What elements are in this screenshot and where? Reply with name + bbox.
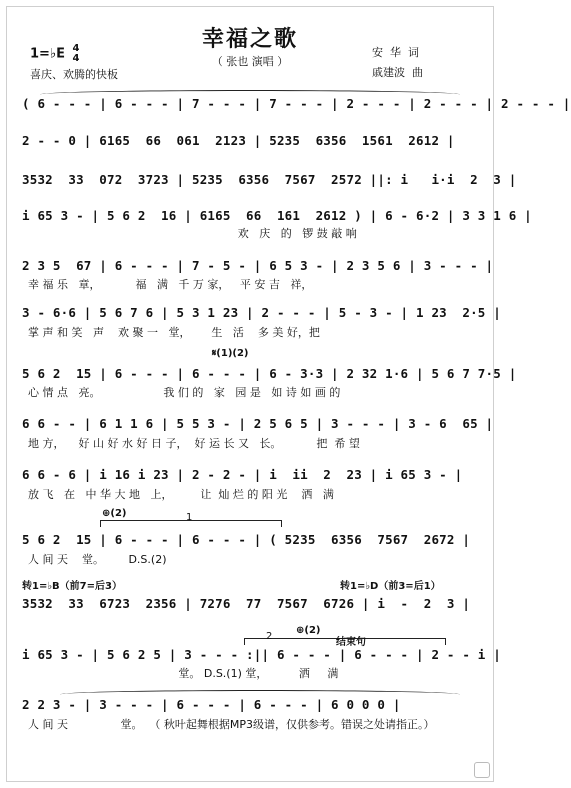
lyrics-line-6: 掌 声 和 笑 声 欢 聚 一 堂， 生 活 多 美 好，把 xyxy=(28,326,320,339)
composer-credit: 戚建波 曲 xyxy=(372,66,423,79)
notation-line-1: ( 6 - - - | 6 - - - | 7 - - - | 7 - - - | 2 - - - | 2 - - - | 2 - - - | xyxy=(22,96,571,111)
lyrics-line-10: 人 间 天 堂。 D.S.(2) xyxy=(28,553,167,566)
time-signature xyxy=(72,44,79,64)
notation-line-9: 6 6 - 6 | i 16 i 23 | 2 - 2 - | i ii 2 23 | i 65 3 - | xyxy=(22,467,463,482)
ending-number: 1 xyxy=(186,512,193,523)
key-signature xyxy=(30,44,79,64)
notation-line-6: 3 - 6·6 | 5 6 7 6 | 5 3 1 23 | 2 - - - | 5 - 3 - | 1 23 2·5 | xyxy=(22,305,501,320)
notation-line-5: 2 3 5 67 | 6 - - - | 7 - 5 - | 6 5 3 - | 2 3 5 6 | 3 - - - | xyxy=(22,258,494,273)
key-label: 1=♭E xyxy=(30,46,65,62)
singer-credit: （ 张也 演唱 ） xyxy=(211,55,289,68)
notation-line-2: 2 - - 0 | 6165 66 061 2123 | 5235 6356 1561 2612 | xyxy=(22,133,455,148)
tempo-mood: 喜庆、欢腾的快板 xyxy=(30,68,118,81)
lyricist-credit: 安 华 词 xyxy=(372,46,419,59)
notation-line-3: 3532 33 072 3723 | 5235 6356 7567 2572 ||: i i·i 2 3 | xyxy=(22,172,517,187)
coda-mark-2: ⊕(2) xyxy=(296,625,321,636)
notation-line-8: 6 6 - - | 6 1 1 6 | 5 5 3 - | 2 5 6 5 | 3 - - - | 3 - 6 65 | xyxy=(22,416,494,431)
time-bottom: 4 xyxy=(72,53,80,64)
notation-line-4: i 65 3 - | 5 6 2 16 | 6165 66 161 2612 ) | 6 - 6·2 | 3 3 1 6 | xyxy=(22,208,532,223)
notation-line-10: 5 6 2 15 | 6 - - - | 6 - - - | ( 5235 6356 7567 2672 | xyxy=(22,532,471,547)
watermark-icon xyxy=(474,762,490,778)
modulation-right: 转1=♭D（前3=后1） xyxy=(340,581,441,592)
song-title: 幸福之歌 xyxy=(201,27,298,52)
lyrics-line-8: 地 方， 好 山 好 水 好 日 子， 好 运 长 又 长。 把 希 望 xyxy=(28,437,360,450)
segno-mark: 𝄋(1)(2) xyxy=(212,348,249,359)
notation-line-11: 3532 33 6723 2356 | 7276 77 7567 6726 | i - 2 3 | xyxy=(22,596,471,611)
notation-line-13: 2 2 3 - | 3 - - - | 6 - - - | 6 - - - | 6 0 0 0 | xyxy=(22,697,401,712)
modulation-left: 转1=♭B（前7=后3） xyxy=(22,581,122,592)
lyrics-line-4: 欢 庆 的 锣 鼓 敲 响 xyxy=(28,227,357,240)
notation-line-7: 5 6 2 15 | 6 - - - | 6 - - - | 6 - 3·3 | 2 32 1·6 | 5 6 7 7·5 | xyxy=(22,366,517,381)
end-phrase-label: 结束句 xyxy=(336,637,366,648)
lyrics-line-13: 人 间 天 堂。 （ 秋叶起舞根据MP3级谱，仅供参考。错误之处请指正。） xyxy=(28,718,435,731)
notation-line-12: i 65 3 - | 5 6 2 5 | 3 - - - :|| 6 - - - | 6 - - - | 2 - - i | xyxy=(22,647,501,662)
time-top: 4 xyxy=(72,43,80,54)
lyrics-line-7: 心 情 点 亮。 我 们 的 家 园 是 如 诗 如 画 的 xyxy=(28,386,341,399)
tie-arc xyxy=(40,90,460,99)
coda-mark: ⊕(2) xyxy=(102,508,127,519)
ending-number-2: 2 xyxy=(266,631,273,642)
lyrics-line-12: 堂。 D.S.(1) 堂， 洒 满 xyxy=(28,667,339,680)
lyrics-line-9: 放 飞 在 中 华 大 地 上， 让 灿 烂 的 阳 光 洒 满 xyxy=(28,488,334,501)
lyrics-line-5: 幸 福 乐 章， 福 满 千 万 家， 平 安 吉 祥， xyxy=(28,278,313,291)
